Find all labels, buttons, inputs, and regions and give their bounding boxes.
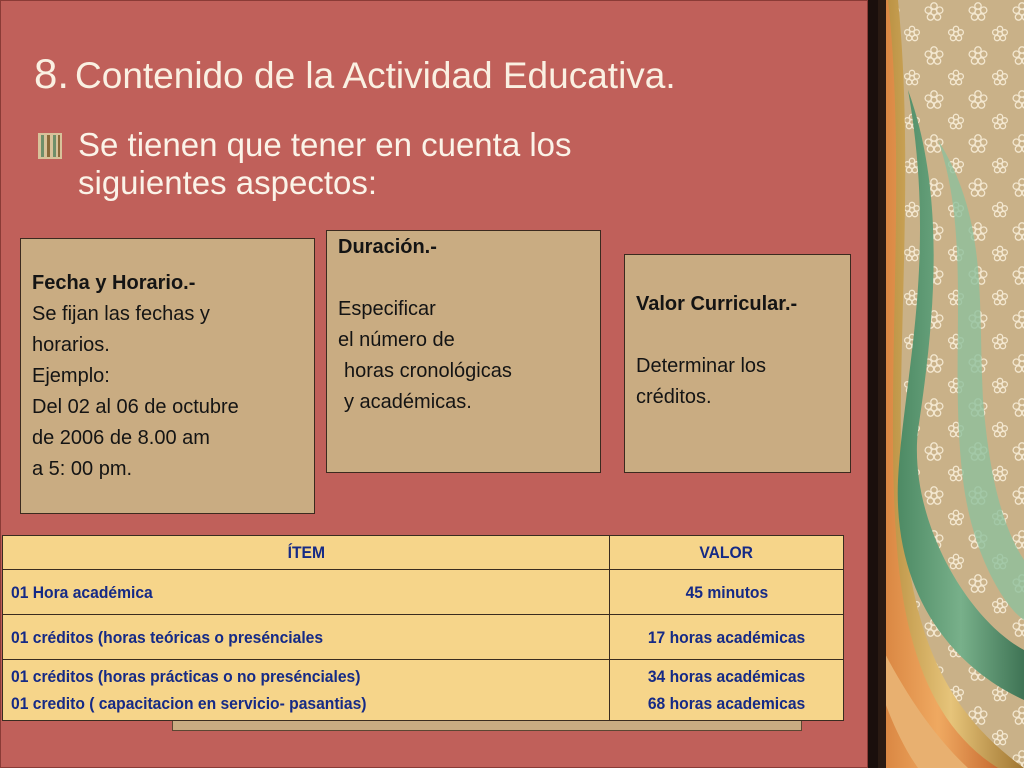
- fecha-line: de 2006 de 8.00 am: [32, 427, 210, 449]
- duracion-line: Especificar: [338, 298, 436, 320]
- valor-heading: Valor Curricular.-: [636, 293, 798, 315]
- duracion-line: y académicas.: [344, 391, 472, 413]
- row-item-cell: 01 Hora académica: [3, 570, 610, 615]
- title-number: 8.: [34, 50, 70, 97]
- row-valor-cell: 45 minutos: [610, 570, 844, 615]
- fecha-line: Se fijan las fechas y: [32, 303, 210, 325]
- duracion-box: [326, 230, 601, 473]
- fecha-line: horarios.: [32, 334, 110, 356]
- decorative-side-panel: [878, 0, 1024, 768]
- fecha-heading: Fecha y Horario.-: [32, 272, 196, 294]
- spacer: [636, 320, 850, 351]
- table-row: [3, 615, 844, 660]
- bullet-text: Se tienen que tener en cuenta los siguientes aspectos:: [78, 126, 572, 201]
- table-header-row: [3, 536, 844, 570]
- valor-line: Determinar los: [636, 355, 767, 377]
- fecha-horario-box: [20, 238, 315, 514]
- credits-table: [2, 535, 844, 721]
- striped-bullet-icon: [38, 133, 62, 159]
- fecha-line: Del 02 al 06 de octubre: [32, 396, 239, 418]
- table-row: [3, 660, 844, 721]
- header-item: ÍTEM: [3, 536, 610, 570]
- spacer: [338, 263, 600, 294]
- slide-title: [34, 50, 676, 98]
- floral-ribbon-decoration: [878, 0, 1024, 768]
- duracion-line: el número de: [338, 329, 455, 351]
- fecha-line: Ejemplo:: [32, 365, 110, 387]
- row-item-cell: 01 créditos (horas teóricas o presénciales: [3, 615, 610, 660]
- table-row: [3, 570, 844, 615]
- row-valor-cell: 17 horas académicas: [610, 615, 844, 660]
- valor-curricular-box: [624, 254, 851, 473]
- header-valor: VALOR: [610, 536, 844, 570]
- valor-line: créditos.: [636, 386, 712, 408]
- row-valor-cell: 34 horas académicas 68 horas academicas: [610, 660, 844, 721]
- title-text: Contenido de la Actividad Educativa.: [75, 55, 676, 96]
- row-item-cell: 01 créditos (horas prácticas o no presénciales) 01 credito ( capacitacion en servicio- pasantias): [3, 660, 610, 721]
- fecha-line: a 5: 00 pm.: [32, 458, 133, 480]
- duracion-line: horas cronológicas: [344, 360, 512, 382]
- duracion-heading: Duración.-: [338, 236, 437, 258]
